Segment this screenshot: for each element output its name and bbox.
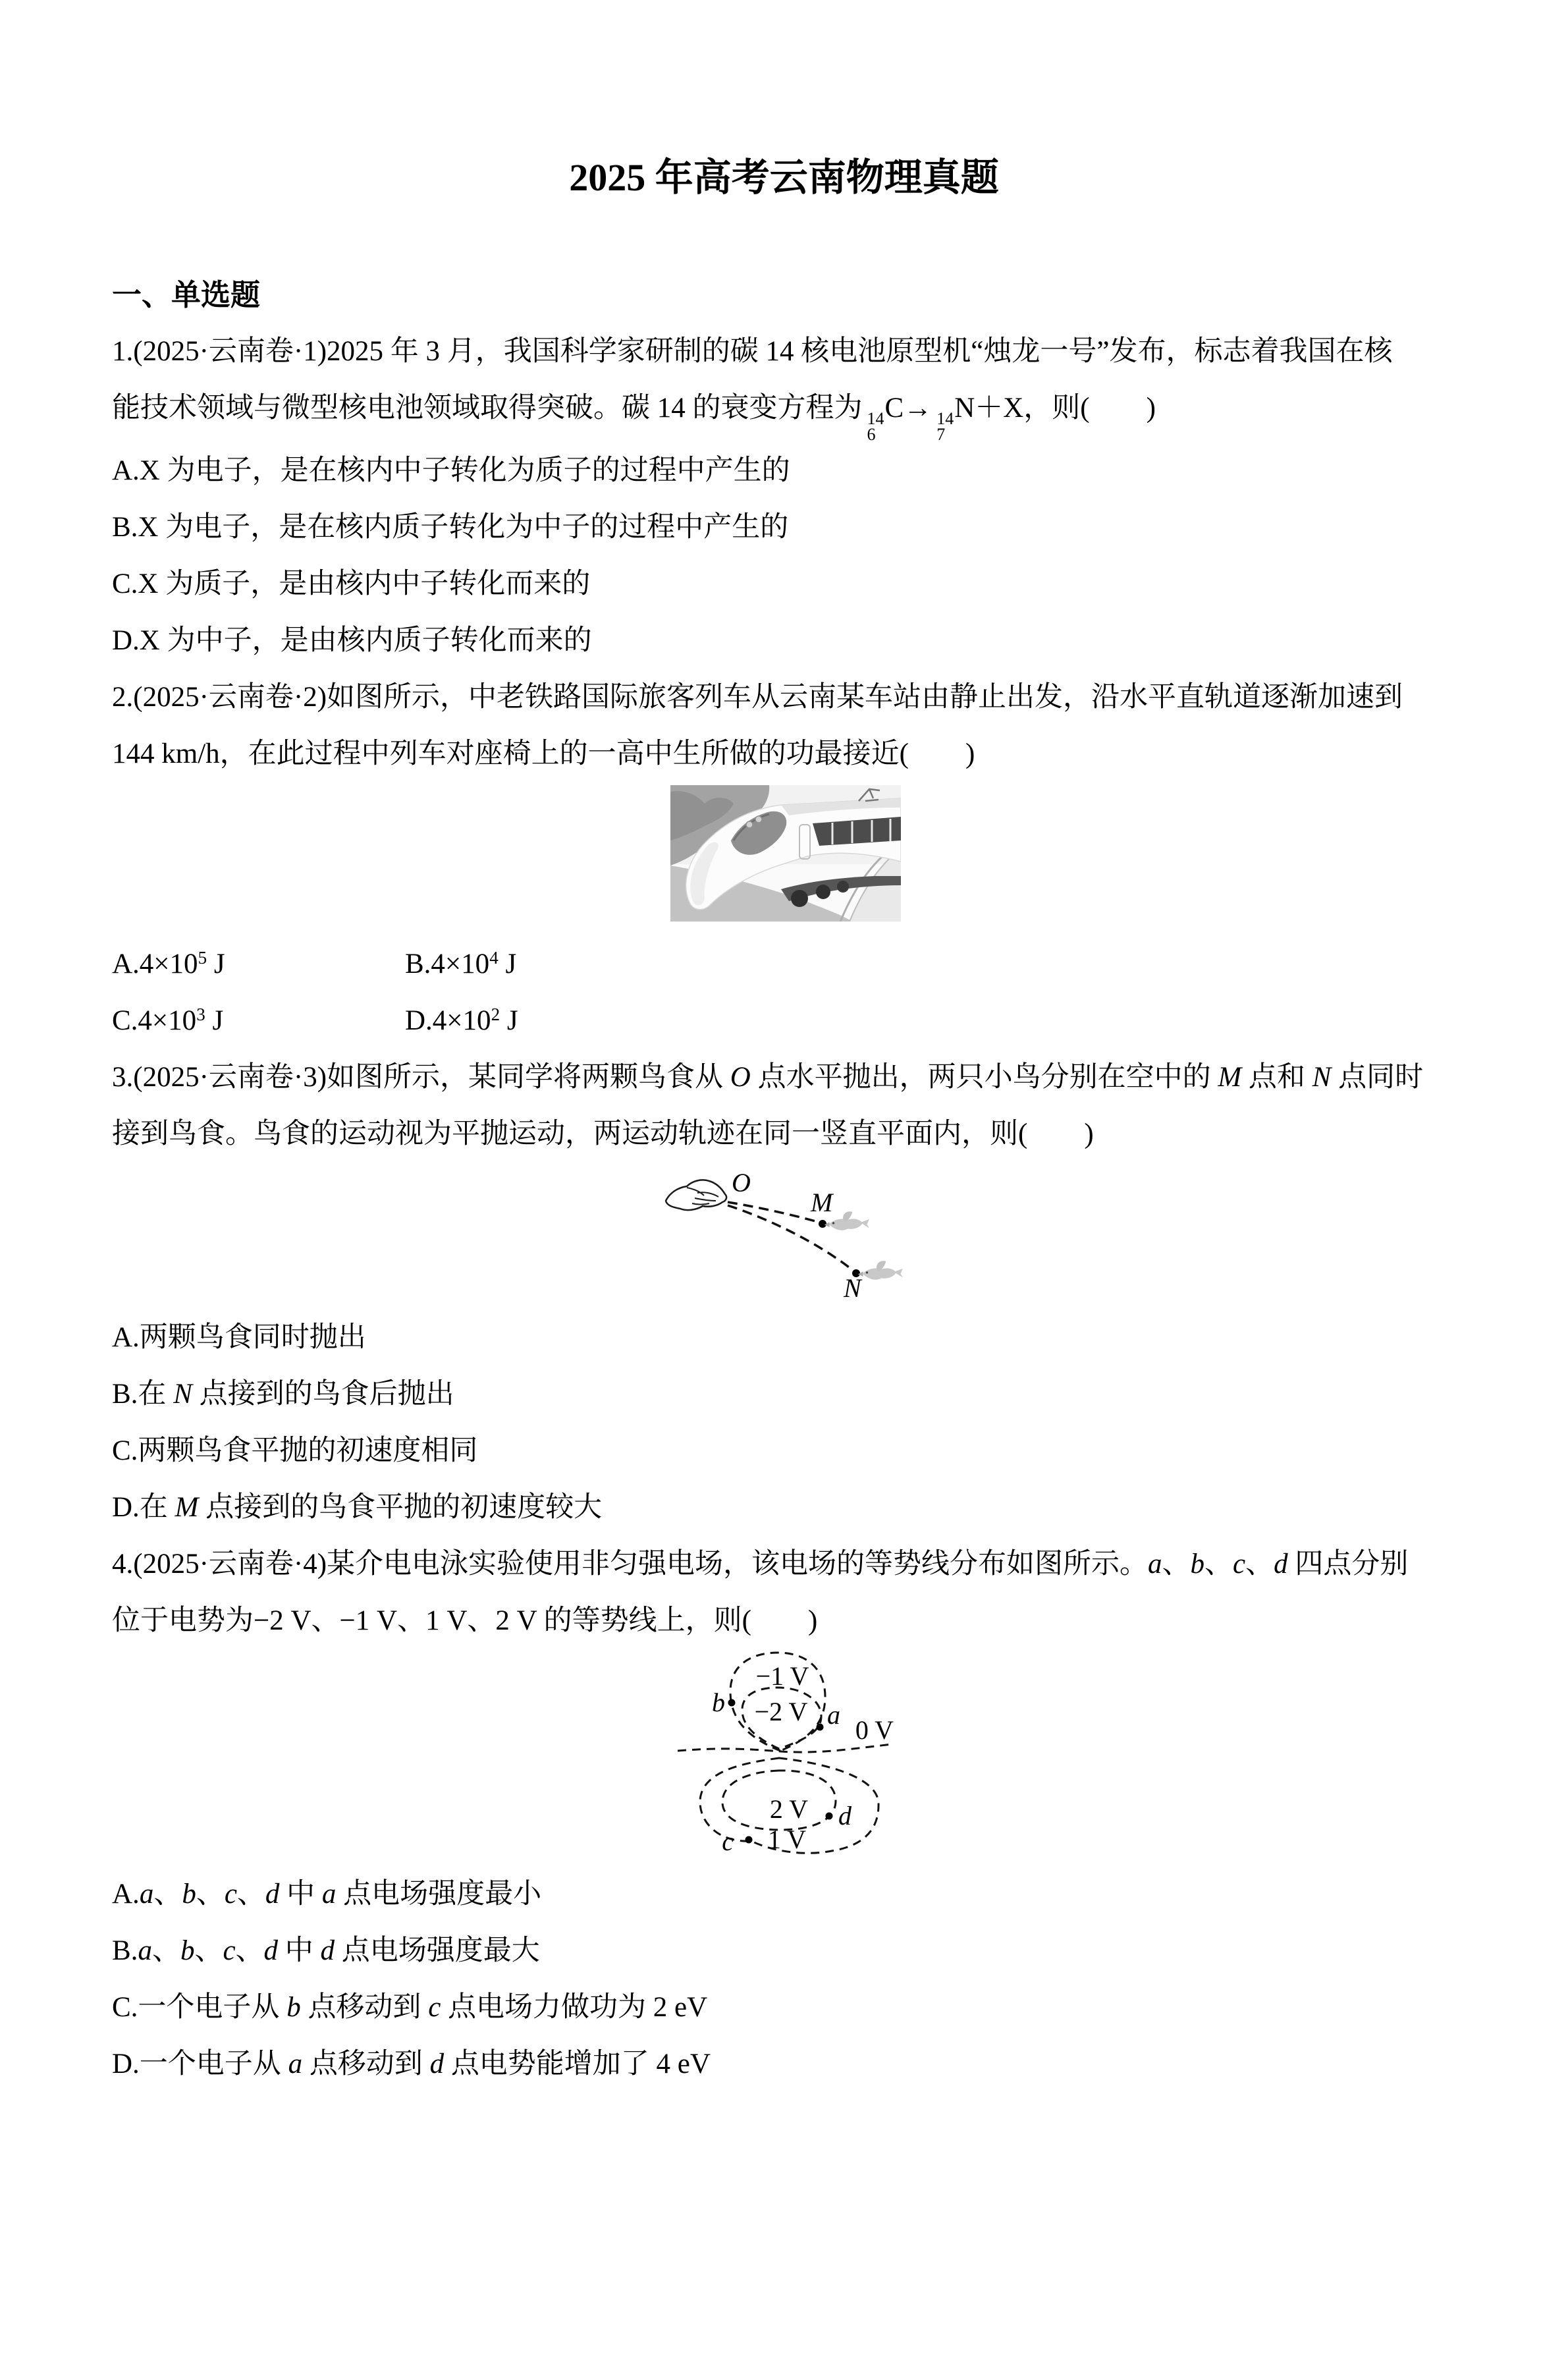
question-3 [112, 1049, 1459, 1536]
q3-stem-line-2: 接到鸟食。鸟食的运动视为平抛运动，两运动轨迹在同一竖直平面内，则( ) [112, 1118, 1094, 1149]
q4-option-b: B.a、b、c、d 中 d 点电场强度最大 [112, 1935, 540, 1966]
wheel [791, 890, 808, 907]
wheel [837, 881, 849, 893]
q2-option-a: $A.4\times 10^5$ J [112, 948, 225, 979]
label-minus2V: −2 V [754, 1697, 807, 1726]
q4-option-a: A.a、b、c、d 中 a 点电场强度最小 [112, 1879, 542, 1910]
label-c: c [721, 1827, 734, 1856]
q1-stem-line-1: 1.(2025·云南卷·1)2025 年 3 月，我国科学家研制的碳 14 核电池原型机“烛龙一号”发布，标志着我国在核 [112, 336, 1393, 367]
equipotential-lines-diagram [674, 1651, 898, 1861]
label-0V: 0 V [855, 1715, 894, 1745]
bird-feeding-trajectory-diagram [661, 1163, 911, 1302]
q1-option-b: B.X 为电子，是在核内质子转化为中子的过程中产生的 [112, 512, 789, 543]
q2-options [112, 936, 1459, 1049]
train-photo [670, 785, 901, 922]
point-a-dot [816, 1724, 823, 1731]
q1-option-c: C.X 为质子，是由核内中子转化而来的 [112, 568, 591, 599]
q4-figure [112, 1651, 1459, 1861]
question-4 [112, 1536, 1459, 2093]
exam-document-page [0, 148, 1568, 2366]
section-heading: 一、单选题 [112, 278, 261, 312]
q2-stem-line-1: 2.(2025·云南卷·2)如图所示，中老铁路国际旅客列车从云南某车站由静止出发，沿水平直轨道逐渐加速到 [112, 682, 1403, 713]
point-M-dot [819, 1220, 826, 1228]
label-O: O [731, 1168, 751, 1197]
trajectory-to-M [728, 1202, 820, 1223]
q4-stem-line-1: 4.(2025·云南卷·4)某介电电泳实验使用非匀强电场，该电场的等势线分布如图所示。a、b、c、d 四点分别 [112, 1549, 1409, 1580]
q3-stem-line-1: 3.(2025·云南卷·3)如图所示，某同学将两颗鸟食从 O 点水平抛出，两只小鸟分别在空中的 M 点和 N 点同时 [112, 1062, 1424, 1093]
headlight [755, 816, 762, 823]
headlight [746, 821, 753, 828]
hand-throwing [666, 1180, 726, 1210]
point-b-dot [728, 1699, 735, 1707]
label-M: M [810, 1188, 832, 1217]
label-b: b [711, 1688, 725, 1717]
point-d-dot [825, 1813, 832, 1820]
q2-option-c: $C.4\times 10^3$ J [112, 1004, 224, 1036]
label-1V: 1 V [767, 1825, 806, 1854]
q2-option-b: $B.4\times 10^4$ J [405, 948, 517, 979]
point-c-dot [745, 1836, 752, 1844]
question-2 [112, 669, 1459, 1049]
q2-option-d: $D.4\times 10^2$ J [405, 1004, 518, 1036]
q2-stem-line-2: 144 km/h，在此过程中列车对座椅上的一高中生所做的功最接近( ) [112, 738, 975, 769]
q3-option-c: C.两颗鸟食平抛的初速度相同 [112, 1435, 478, 1466]
q3-figure [112, 1163, 1459, 1302]
q3-option-d: D.在 M 点接到的鸟食平抛的初速度较大 [112, 1492, 603, 1523]
page-content [0, 267, 1568, 2093]
q3-option-b: B.在 N 点接到的鸟食后抛出 [112, 1379, 454, 1410]
q4-stem-line-2: 位于电势为−2 V、−1 V、1 V、2 V 的等势线上，则( ) [112, 1605, 818, 1636]
label-a: a [826, 1700, 840, 1730]
q4-option-c: C.一个电子从 b 点移动到 c 点电场力做功为 2 eV [112, 1992, 708, 2023]
page-title: 2025 年高考云南物理真题 [569, 156, 999, 199]
label-d: d [838, 1801, 852, 1830]
wheel [816, 885, 830, 899]
label-2V: 2 V [769, 1794, 808, 1824]
q3-option-a: A.两颗鸟食同时抛出 [112, 1322, 366, 1353]
label-N: N [843, 1273, 861, 1302]
q2-figure [112, 785, 1459, 922]
q4-option-d: D.一个电子从 a 点移动到 d 点电势能增加了 4 eV [112, 2049, 711, 2079]
q1-stem-line-2: 能技术领域与微型核电池领域取得突破。碳 14 的衰变方程为 14 6 C→ 14 7 N＋X，则( ) [112, 393, 1156, 444]
label-minus1V: −1 V [755, 1661, 809, 1691]
q1-option-d: D.X 为中子，是由核内质子转化而来的 [112, 625, 592, 656]
question-1 [112, 323, 1459, 669]
q1-option-a: A.X 为电子，是在核内中子转化为质子的过程中产生的 [112, 455, 790, 486]
bird-at-N [857, 1261, 902, 1279]
